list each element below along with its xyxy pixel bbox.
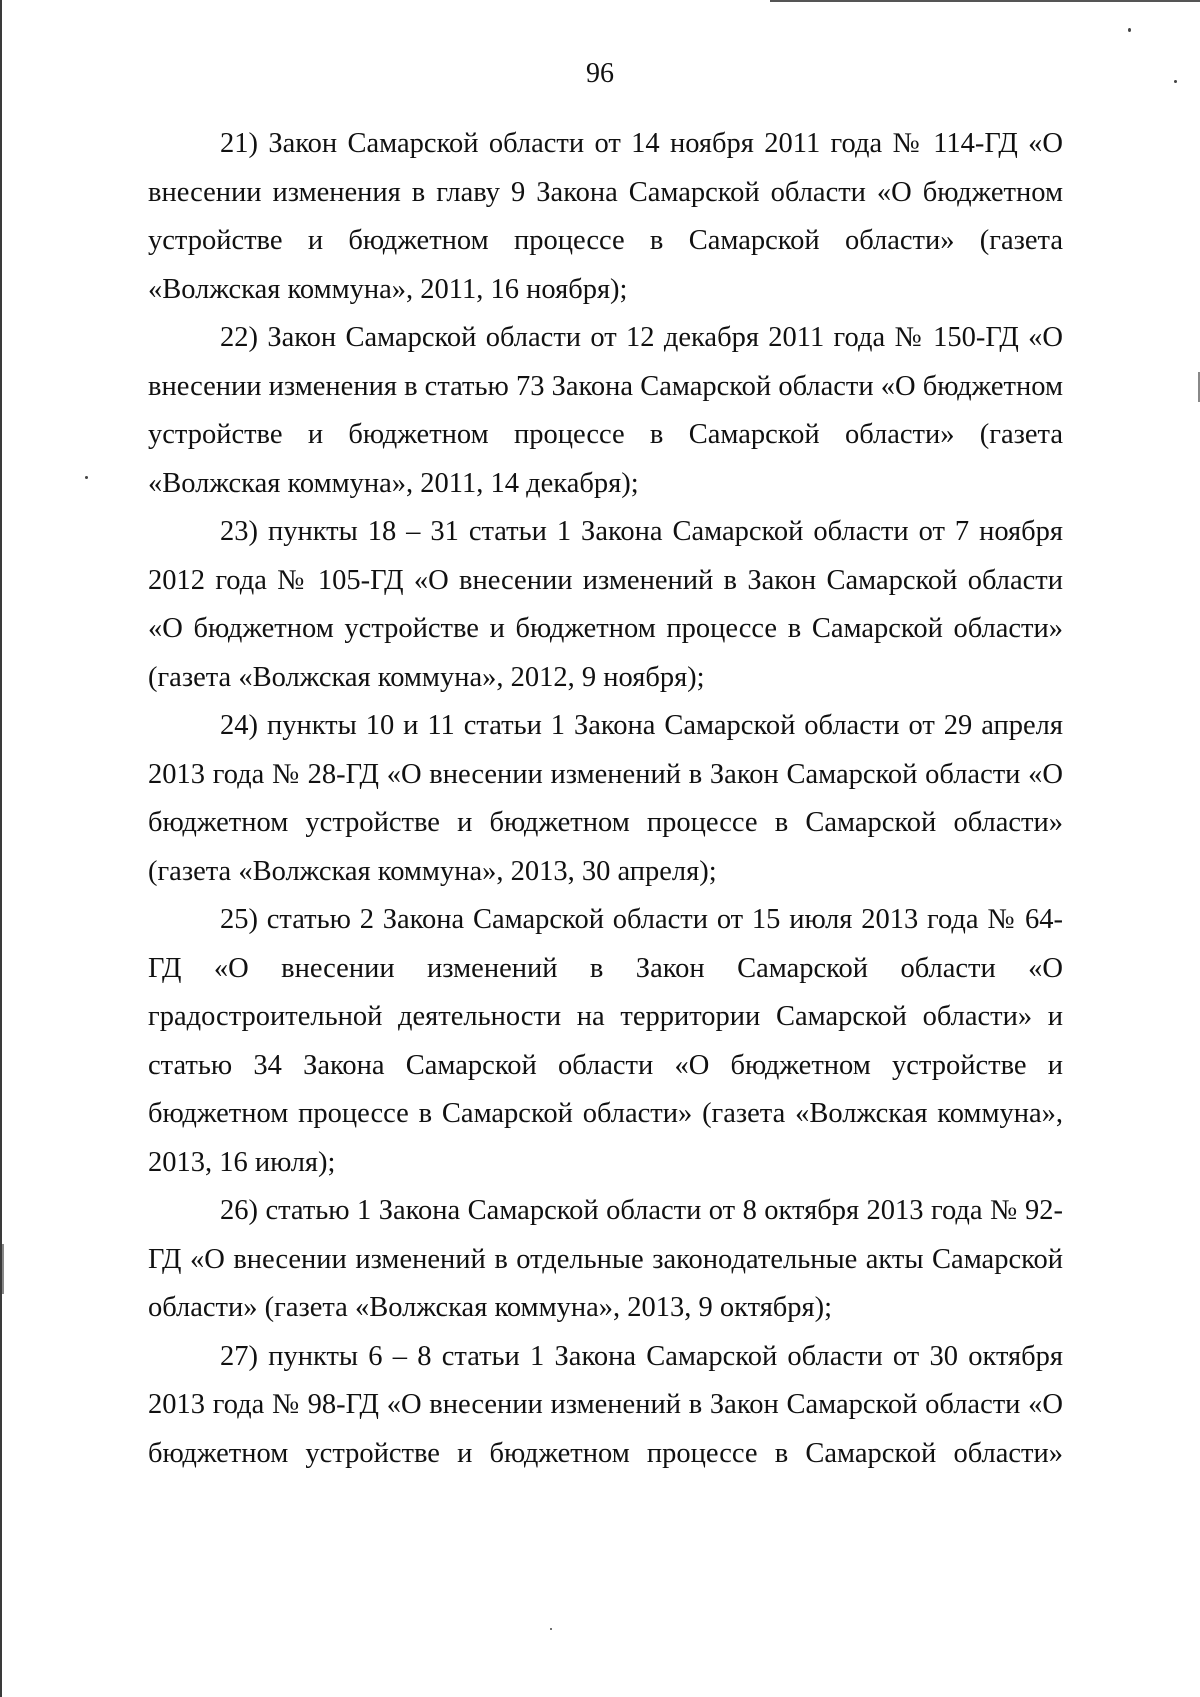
list-item-22: 22) Закон Самарской области от 12 декабря 2011 года № 150-ГД «О внесении изменения в статью 73 Закона Самарской области «О бюджетном устройстве и бюджетном процессе в Самарской области» (газета «Волжская коммуна», 2011, 14 декабря); (148, 322, 1063, 499)
list-item-27: 27) пункты 6 – 8 статьи 1 Закона Самарской области от 30 октября 2013 года № 98-ГД «О внесении изменений в Закон Самарской области «О бюджетном устройстве и бюджетном процессе в Самарской области» (148, 1340, 1063, 1469)
list-item-25: 25) статью 2 Закона Самарской области от 15 июля 2013 года № 64-ГД «О внесении изменений в Закон Самарской области «О градостроительной деятельности на территории Самарской области» и статью 34 Закона Самарской области «О бюджетном устройстве и бюджетном процессе в Самарской области» (газета «Волжская коммуна», 2013, 16 июля); (148, 904, 1063, 1178)
scan-mark (2, 1244, 4, 1294)
list-item-24: 24) пункты 10 и 11 статьи 1 Закона Самарской области от 29 апреля 2013 года № 28-ГД «О внесении изменений в Закон Самарской области «О бюджетном устройстве и бюджетном процессе в Самарской области» (газета «Волжская коммуна», 2013, 30 апреля); (148, 710, 1063, 887)
document-body (148, 120, 1063, 1478)
scan-speck (550, 1628, 552, 1630)
list-item-21: 21) Закон Самарской области от 14 ноября 2011 года № 114-ГД «О внесении изменения в главу 9 Закона Самарской области «О бюджетном устройстве и бюджетном процессе в Самарской области» (газета «Волжская коммуна», 2011, 16 ноября); (148, 128, 1063, 305)
page-left-edge (0, 0, 2, 1697)
page-top-edge (770, 0, 1200, 2)
page-number: 96 (586, 58, 614, 89)
scan-speck (1128, 28, 1131, 32)
list-item-26: 26) статью 1 Закона Самарской области от 8 октября 2013 года № 92-ГД «О внесении изменений в отдельные законодательные акты Самарской области» (газета «Волжская коммуна», 2013, 9 октября); (148, 1195, 1063, 1323)
scan-speck (85, 476, 88, 479)
list-item-23: 23) пункты 18 – 31 статьи 1 Закона Самарской области от 7 ноября 2012 года № 105-ГД «О внесении изменений в Закон Самарской области «О бюджетном устройстве и бюджетном процессе в Самарской области» (газета «Волжская коммуна», 2012, 9 ноября); (148, 516, 1063, 693)
